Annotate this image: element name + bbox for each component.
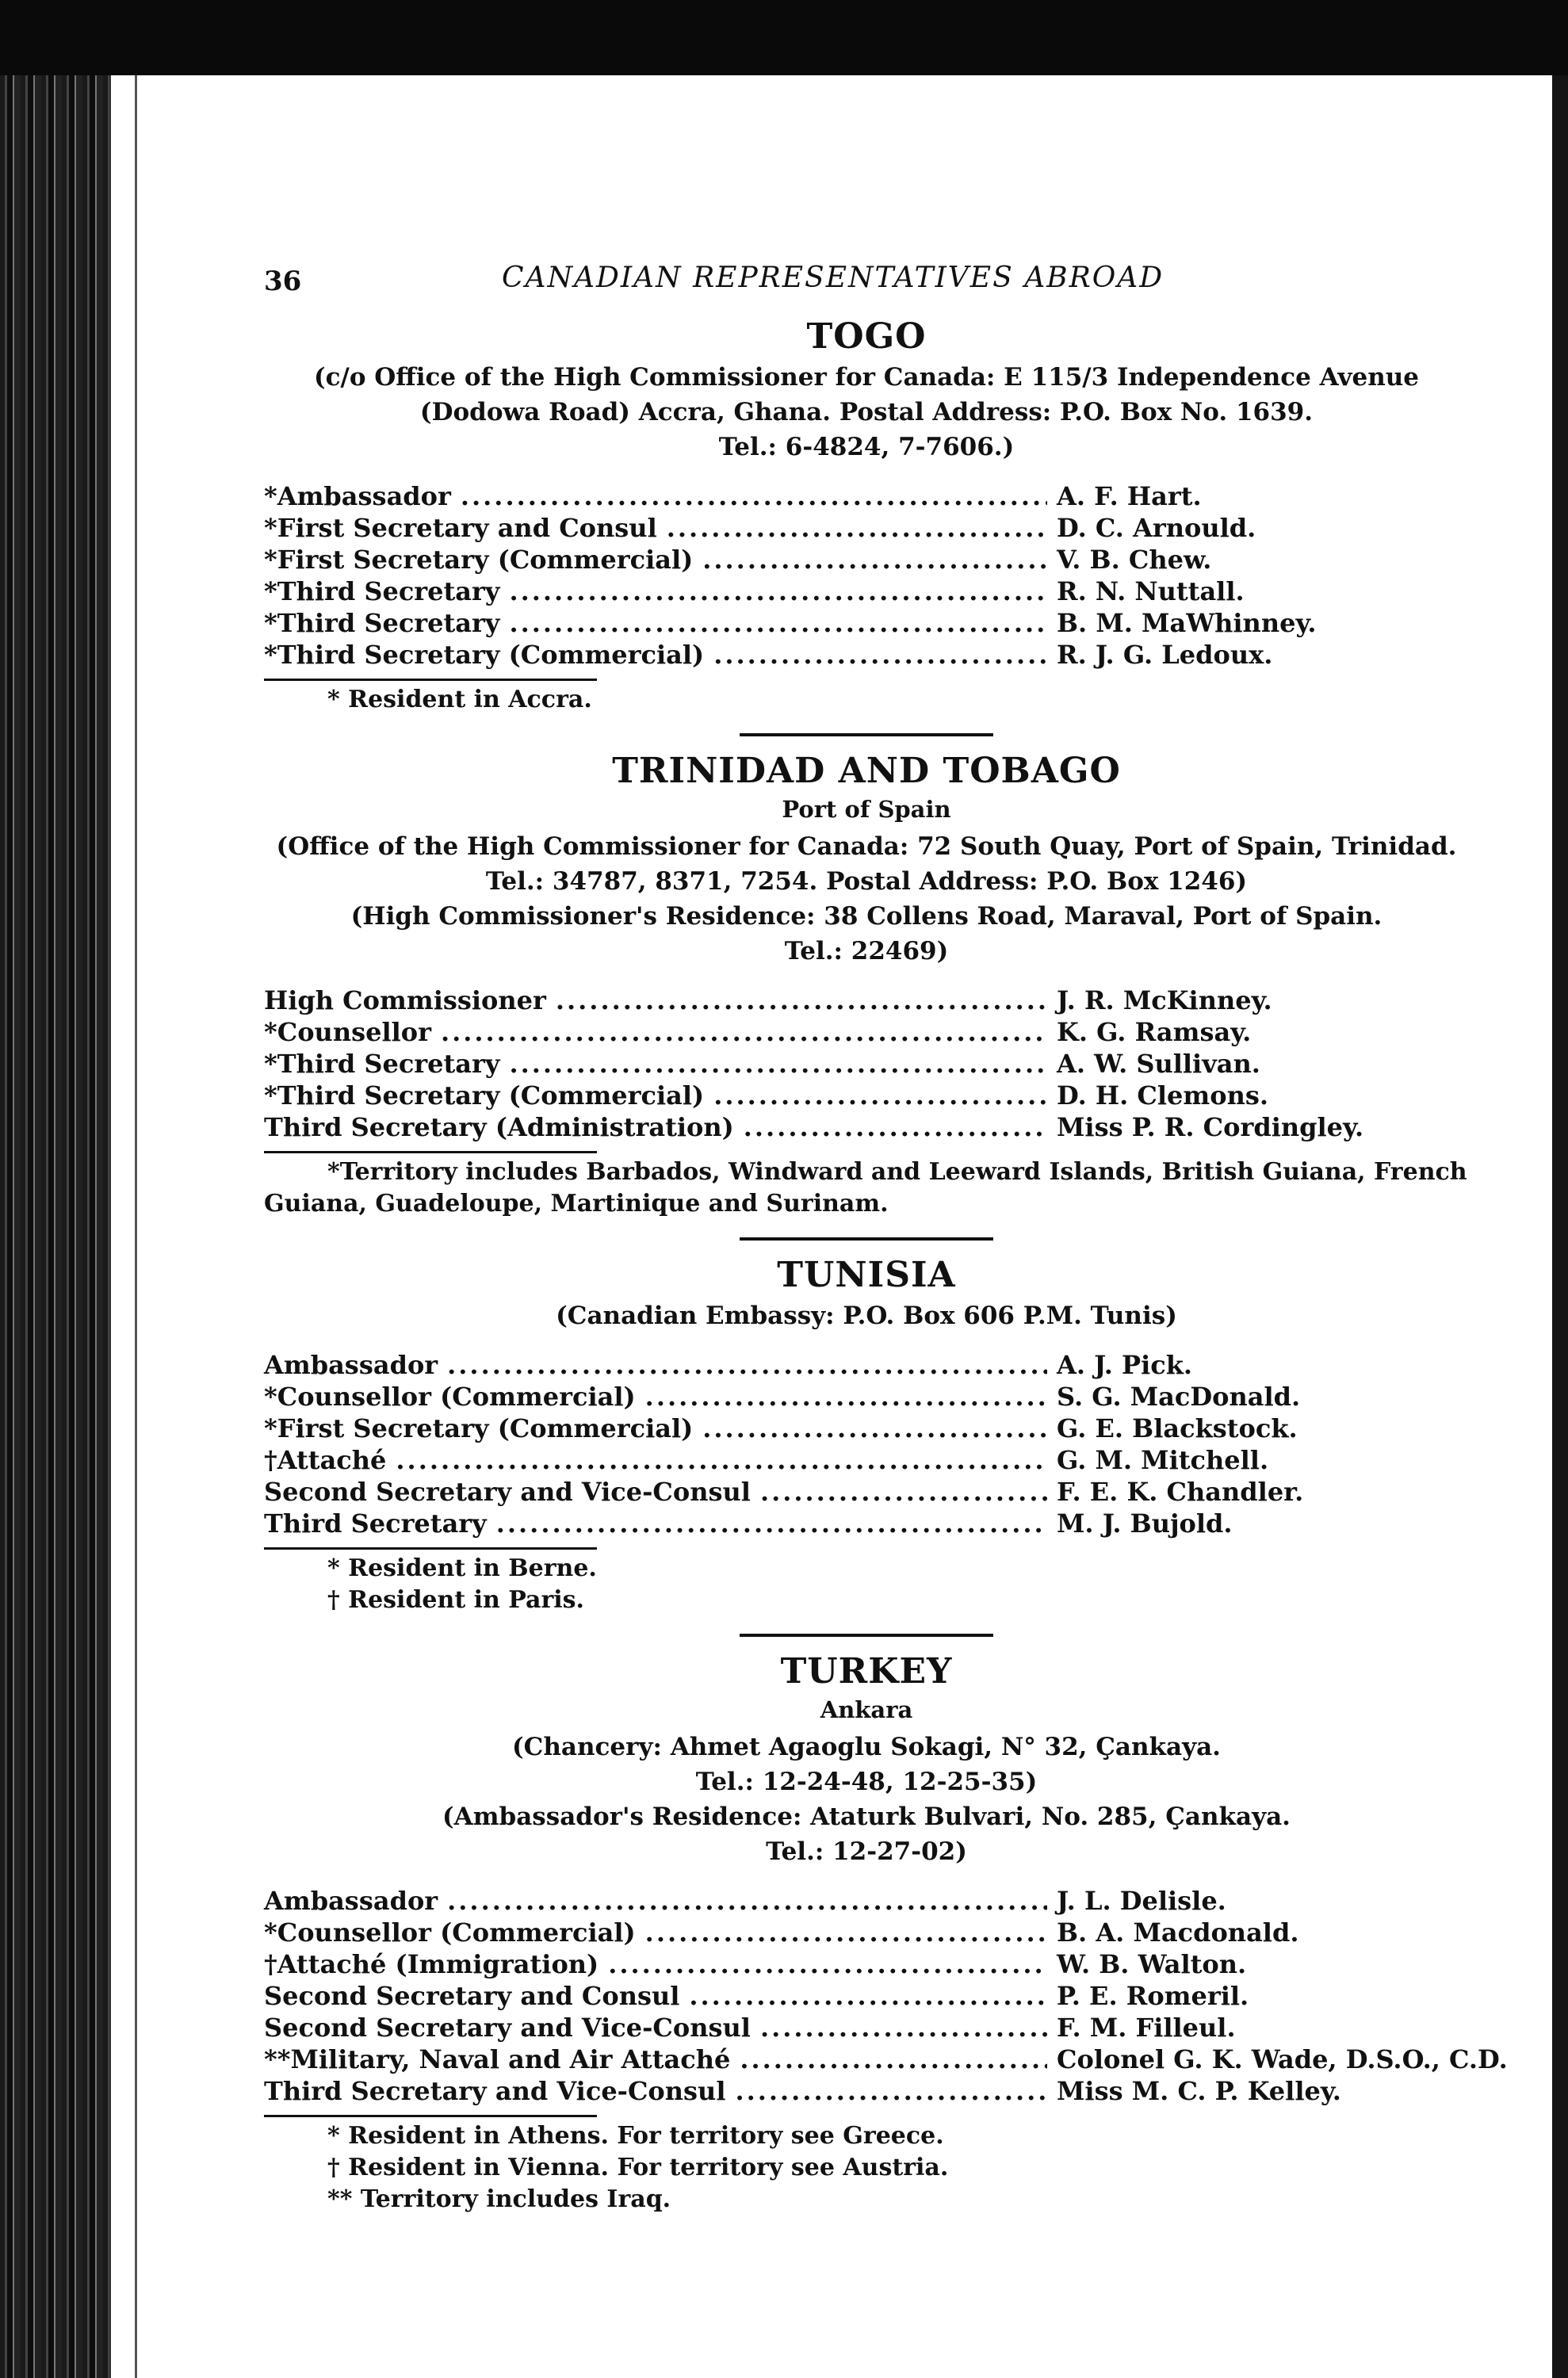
staff-position: †Attaché xyxy=(264,1445,387,1475)
staff-name: G. M. Mitchell. xyxy=(1057,1445,1269,1475)
address-line: (Office of the High Commissioner for Canada: 72 South Quay, Port of Spain, Trinidad. xyxy=(276,832,1457,861)
running-title: CANADIAN REPRESENTATIVES ABROAD xyxy=(502,262,1165,294)
staff-name: R. N. Nuttall. xyxy=(1057,576,1245,606)
staff-position: Third Secretary xyxy=(264,1508,487,1539)
staff-position: Second Secretary and Vice-Consul xyxy=(264,1477,751,1507)
dot-leader xyxy=(760,1476,1047,1508)
city-name: Port of Spain xyxy=(782,796,951,823)
staff-position: *Counsellor xyxy=(264,1017,431,1047)
scan-binding-edge xyxy=(0,75,119,2378)
staff-name: S. G. MacDonald. xyxy=(1057,1382,1301,1412)
staff-name: F. E. K. Chandler. xyxy=(1057,1477,1304,1507)
dot-leader xyxy=(447,1349,1047,1381)
staff-row xyxy=(264,607,1469,639)
dot-leader xyxy=(396,1444,1047,1476)
staff-position: Third Secretary (Administration) xyxy=(264,1112,734,1142)
dot-leader xyxy=(744,1111,1047,1143)
staff-name: J. L. Delisle. xyxy=(1057,1886,1226,1916)
staff-position: *First Secretary (Commercial) xyxy=(264,1413,694,1443)
dot-leader xyxy=(760,2012,1047,2043)
footnote: † Resident in Paris. xyxy=(327,1586,584,1614)
staff-row xyxy=(264,1381,1469,1413)
staff-row xyxy=(264,1508,1469,1539)
staff-position: *Third Secretary (Commercial) xyxy=(264,640,705,670)
dot-leader xyxy=(645,1917,1047,1948)
staff-name: J. R. McKinney. xyxy=(1057,985,1272,1015)
footnote: * Resident in Berne. xyxy=(327,1554,597,1582)
staff-row xyxy=(264,1111,1469,1143)
section-title: TRINIDAD AND TOBAGO xyxy=(612,751,1121,791)
dot-leader xyxy=(509,575,1047,607)
page-number: 36 xyxy=(264,266,302,297)
address-line: (High Commissioner's Residence: 38 Collens Road, Maraval, Port of Spain. xyxy=(350,902,1383,931)
dot-leader xyxy=(496,1508,1047,1539)
page-content xyxy=(264,258,1508,2216)
staff-name: Miss P. R. Cordingley. xyxy=(1057,1112,1364,1142)
staff-position: Ambassador xyxy=(264,1886,438,1916)
dot-leader xyxy=(441,1016,1047,1048)
staff-name: F. M. Filleul. xyxy=(1057,2013,1236,2043)
address-line: Tel.: 6-4824, 7-7606.) xyxy=(718,433,1015,461)
section-turkey xyxy=(264,1651,1508,2216)
staff-name: A. F. Hart. xyxy=(1057,481,1202,511)
staff-position: *Third Secretary xyxy=(264,1049,500,1079)
staff-position: *First Secretary (Commercial) xyxy=(264,545,694,575)
staff-list xyxy=(264,984,1469,1143)
dot-leader xyxy=(702,544,1047,575)
staff-name: R. J. G. Ledoux. xyxy=(1057,640,1273,670)
staff-name: V. B. Chew. xyxy=(1057,545,1212,575)
staff-name: K. G. Ramsay. xyxy=(1057,1017,1252,1047)
staff-row xyxy=(264,1016,1469,1048)
staff-name: B. A. Macdonald. xyxy=(1057,1917,1299,1948)
staff-list xyxy=(264,480,1469,671)
address-line: Tel.: 12-24-48, 12-25-35) xyxy=(695,1768,1038,1796)
footnote-rule xyxy=(264,679,597,681)
staff-row xyxy=(264,1080,1469,1111)
staff-row xyxy=(264,2012,1469,2043)
staff-row xyxy=(264,1948,1469,1980)
staff-name: M. J. Bujold. xyxy=(1057,1508,1233,1539)
address-line: Tel.: 34787, 8371, 7254. Postal Address: P.O. Box 1246) xyxy=(485,867,1248,896)
section-tunisia xyxy=(264,1255,1469,1616)
running-head xyxy=(264,258,1469,305)
staff-row xyxy=(264,512,1469,544)
scan-right-border xyxy=(1552,75,1568,2378)
staff-name: A. J. Pick. xyxy=(1057,1350,1193,1380)
staff-row xyxy=(264,1444,1469,1476)
staff-position: High Commissioner xyxy=(264,985,546,1015)
staff-row xyxy=(264,1917,1469,1948)
staff-row xyxy=(264,2043,1508,2075)
staff-row xyxy=(264,1476,1469,1508)
staff-name: D. H. Clemons. xyxy=(1057,1080,1269,1111)
address-line: (Dodowa Road) Accra, Ghana. Postal Address: P.O. Box No. 1639. xyxy=(419,398,1314,426)
staff-list xyxy=(264,1885,1508,2107)
staff-position: Second Secretary and Vice-Consul xyxy=(264,2013,751,2043)
staff-name: D. C. Arnould. xyxy=(1057,513,1256,543)
staff-name: Miss M. C. P. Kelley. xyxy=(1057,2076,1341,2106)
staff-list xyxy=(264,1349,1469,1539)
dot-leader xyxy=(735,2075,1047,2107)
dot-leader xyxy=(713,639,1047,671)
staff-position: *Third Secretary (Commercial) xyxy=(264,1080,705,1111)
staff-row xyxy=(264,544,1469,575)
staff-position: Second Secretary and Consul xyxy=(264,1981,680,2011)
dot-leader xyxy=(713,1080,1047,1111)
footnote-rule xyxy=(264,1547,597,1550)
section-title: TOGO xyxy=(806,316,927,357)
staff-row xyxy=(264,1413,1469,1444)
staff-row xyxy=(264,2075,1469,2107)
dot-leader xyxy=(509,607,1047,639)
scan-top-border xyxy=(0,0,1568,75)
staff-name: B. M. MaWhinney. xyxy=(1057,608,1317,638)
dot-leader xyxy=(608,1948,1047,1980)
staff-name: A. W. Sullivan. xyxy=(1057,1049,1260,1079)
staff-position: **Military, Naval and Air Attaché xyxy=(264,2044,731,2074)
section-title: TUNISIA xyxy=(777,1255,956,1295)
staff-position: Third Secretary and Vice-Consul xyxy=(264,2076,726,2106)
staff-position: *Third Secretary xyxy=(264,576,500,606)
dot-leader xyxy=(667,512,1047,544)
dot-leader xyxy=(702,1413,1047,1444)
dot-leader xyxy=(740,2043,1047,2075)
city-name: Ankara xyxy=(820,1696,913,1723)
staff-position: *Third Secretary xyxy=(264,608,500,638)
dot-leader xyxy=(689,1980,1047,2012)
staff-name: P. E. Romeril. xyxy=(1057,1981,1249,2011)
footnote: * Resident in Accra. xyxy=(327,686,592,713)
staff-name: W. B. Walton. xyxy=(1057,1949,1247,1979)
footnote: † Resident in Vienna. For territory see Austria. xyxy=(327,2154,949,2181)
staff-row xyxy=(264,639,1469,671)
dot-leader xyxy=(556,984,1047,1016)
address-line: (c/o Office of the High Commissioner for Canada: E 115/3 Independence Avenue xyxy=(313,363,1420,392)
staff-name: Colonel G. K. Wade, D.S.O., C.D. xyxy=(1057,2044,1508,2074)
address-line: (Chancery: Ahmet Agaoglu Sokagi, N° 32, Çankaya. xyxy=(512,1733,1221,1761)
staff-row xyxy=(264,575,1469,607)
address-line: (Ambassador's Residence: Ataturk Bulvari, No. 285, Çankaya. xyxy=(442,1803,1291,1831)
staff-position: *First Secretary and Consul xyxy=(264,513,657,543)
dot-leader xyxy=(461,480,1047,512)
address-line: (Canadian Embassy: P.O. Box 606 P.M. Tunis) xyxy=(556,1302,1177,1330)
staff-position: *Counsellor (Commercial) xyxy=(264,1917,636,1948)
staff-row xyxy=(264,1349,1469,1381)
footnote: * Resident in Athens. For territory see Greece. xyxy=(327,2122,944,2150)
staff-position: Ambassador xyxy=(264,1350,438,1380)
staff-row xyxy=(264,1885,1469,1917)
section-title: TURKEY xyxy=(780,1651,953,1692)
dot-leader xyxy=(509,1048,1047,1080)
section-separator xyxy=(740,733,993,736)
footnote: *Territory includes Barbados, Windward and Leeward Islands, British Guiana, French Guiana, Guadeloupe, Martinique and Surinam. xyxy=(264,1158,1467,1218)
staff-row xyxy=(264,1980,1469,2012)
section-separator xyxy=(740,1237,993,1241)
staff-position: *Counsellor (Commercial) xyxy=(264,1382,636,1412)
staff-position: †Attaché (Immigration) xyxy=(264,1949,599,1979)
section-togo xyxy=(264,316,1469,716)
staff-position: *Ambassador xyxy=(264,481,451,511)
section-trinidad-and-tobago xyxy=(264,751,1469,1220)
staff-name: G. E. Blackstock. xyxy=(1057,1413,1298,1443)
footnote-rule xyxy=(264,1151,597,1153)
staff-row xyxy=(264,480,1469,512)
staff-row xyxy=(264,1048,1469,1080)
footnote: ** Territory includes Iraq. xyxy=(327,2185,671,2213)
section-separator xyxy=(740,1634,993,1637)
document-page xyxy=(135,75,1555,2378)
footnote-rule xyxy=(264,2115,597,2117)
dot-leader xyxy=(447,1885,1047,1917)
address-line: Tel.: 22469) xyxy=(784,937,949,965)
staff-row xyxy=(264,984,1469,1016)
address-line: Tel.: 12-27-02) xyxy=(766,1837,967,1866)
dot-leader xyxy=(645,1381,1047,1413)
